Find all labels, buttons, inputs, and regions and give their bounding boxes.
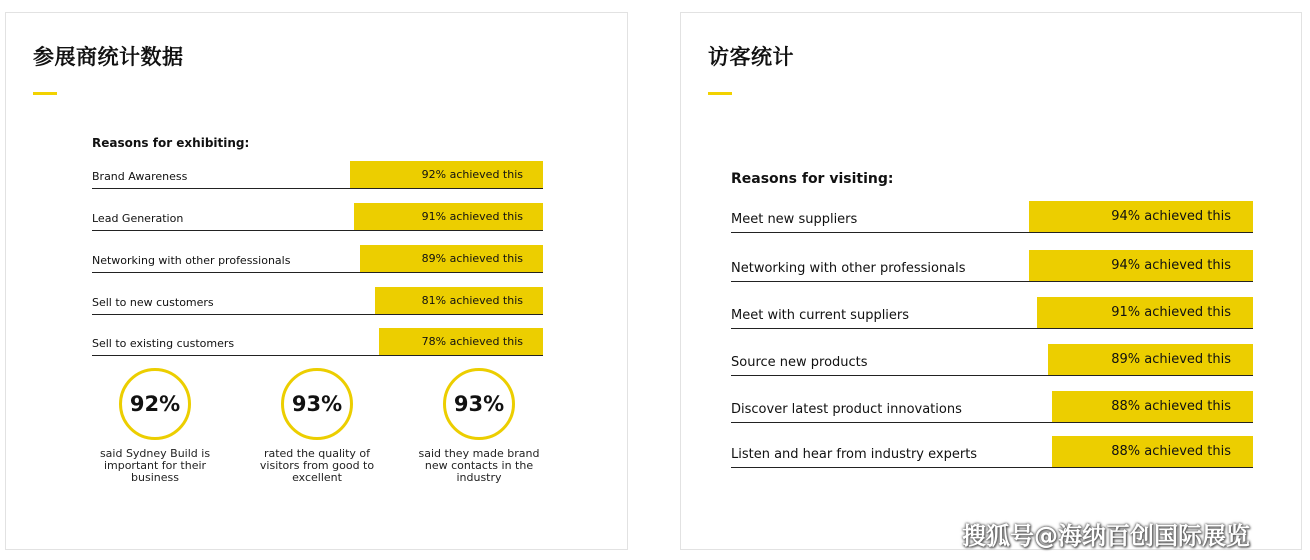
bar-category-label: Discover latest product innovations [731, 402, 962, 417]
bar-row [731, 343, 1253, 376]
bar-row [92, 245, 543, 273]
bar-category-label: Brand Awareness [92, 170, 188, 183]
title-accent-line [708, 92, 732, 95]
exhibitor-stats-panel [5, 12, 628, 550]
bar-row [92, 203, 543, 231]
bar-value-label: 91% achieved this [1111, 305, 1231, 320]
stat-caption: said they made brand new contacts in the industry [418, 447, 540, 484]
bar-value-label: 78% achieved this [421, 335, 523, 348]
bar-category-label: Source new products [731, 355, 868, 370]
bar [350, 161, 543, 188]
bar [354, 203, 543, 230]
bar-category-label: Sell to new customers [92, 296, 214, 309]
bar-row [92, 161, 543, 189]
bar-category-label: Lead Generation [92, 212, 184, 225]
bar [1052, 436, 1253, 467]
bar [360, 245, 543, 272]
bar-value-label: 94% achieved this [1111, 258, 1231, 273]
bar-value-label: 94% achieved this [1111, 209, 1231, 224]
visitor-stats-panel [680, 12, 1302, 550]
bar-row [92, 328, 543, 356]
title-accent-line [33, 92, 57, 95]
stat-importance [80, 368, 230, 484]
bar-row [731, 249, 1253, 282]
bar-category-label: Meet new suppliers [731, 212, 858, 227]
bar-row [92, 287, 543, 315]
bar-row [731, 435, 1253, 468]
bar-category-label: Networking with other professionals [731, 261, 966, 276]
bar [1037, 297, 1253, 328]
bar [1029, 250, 1253, 281]
stat-new-contacts [404, 368, 554, 484]
stat-caption: rated the quality of visitors from good to excellent [259, 447, 375, 484]
bar [1048, 344, 1253, 375]
bar [1029, 201, 1253, 232]
stat-visitor-quality [242, 368, 392, 484]
stat-circle [119, 368, 191, 440]
bar [1052, 391, 1253, 422]
bar-category-label: Meet with current suppliers [731, 308, 910, 323]
bar-row [731, 390, 1253, 423]
bar [375, 287, 543, 314]
bar-value-label: 88% achieved this [1111, 444, 1231, 459]
bar-category-label: Listen and hear from industry experts [731, 447, 978, 462]
bar-row [731, 200, 1253, 233]
stat-value: 93% [453, 392, 505, 416]
bar [379, 328, 543, 355]
bar-value-label: 81% achieved this [421, 294, 523, 307]
visitor-panel-title: 访客统计 [708, 45, 794, 69]
bar-value-label: 88% achieved this [1111, 399, 1231, 414]
stat-circle [443, 368, 515, 440]
stat-value: 93% [291, 392, 343, 416]
watermark-text: 搜狐号@海纳百创国际展览 [962, 522, 1250, 550]
bar-value-label: 89% achieved this [1111, 352, 1231, 367]
exhibiting-section-label: Reasons for exhibiting: [92, 136, 250, 150]
visiting-section-label: Reasons for visiting: [731, 171, 894, 187]
exhibitor-panel-title: 参展商统计数据 [33, 45, 184, 69]
stat-value: 92% [129, 392, 181, 416]
stat-circle [281, 368, 353, 440]
bar-category-label: Sell to existing customers [92, 337, 235, 350]
bar-value-label: 89% achieved this [421, 252, 523, 265]
bar-value-label: 91% achieved this [421, 210, 523, 223]
bar-row [731, 296, 1253, 329]
bar-category-label: Networking with other professionals [92, 254, 291, 267]
stat-caption: said Sydney Build is important for their business [99, 447, 211, 484]
bar-value-label: 92% achieved this [421, 168, 523, 181]
